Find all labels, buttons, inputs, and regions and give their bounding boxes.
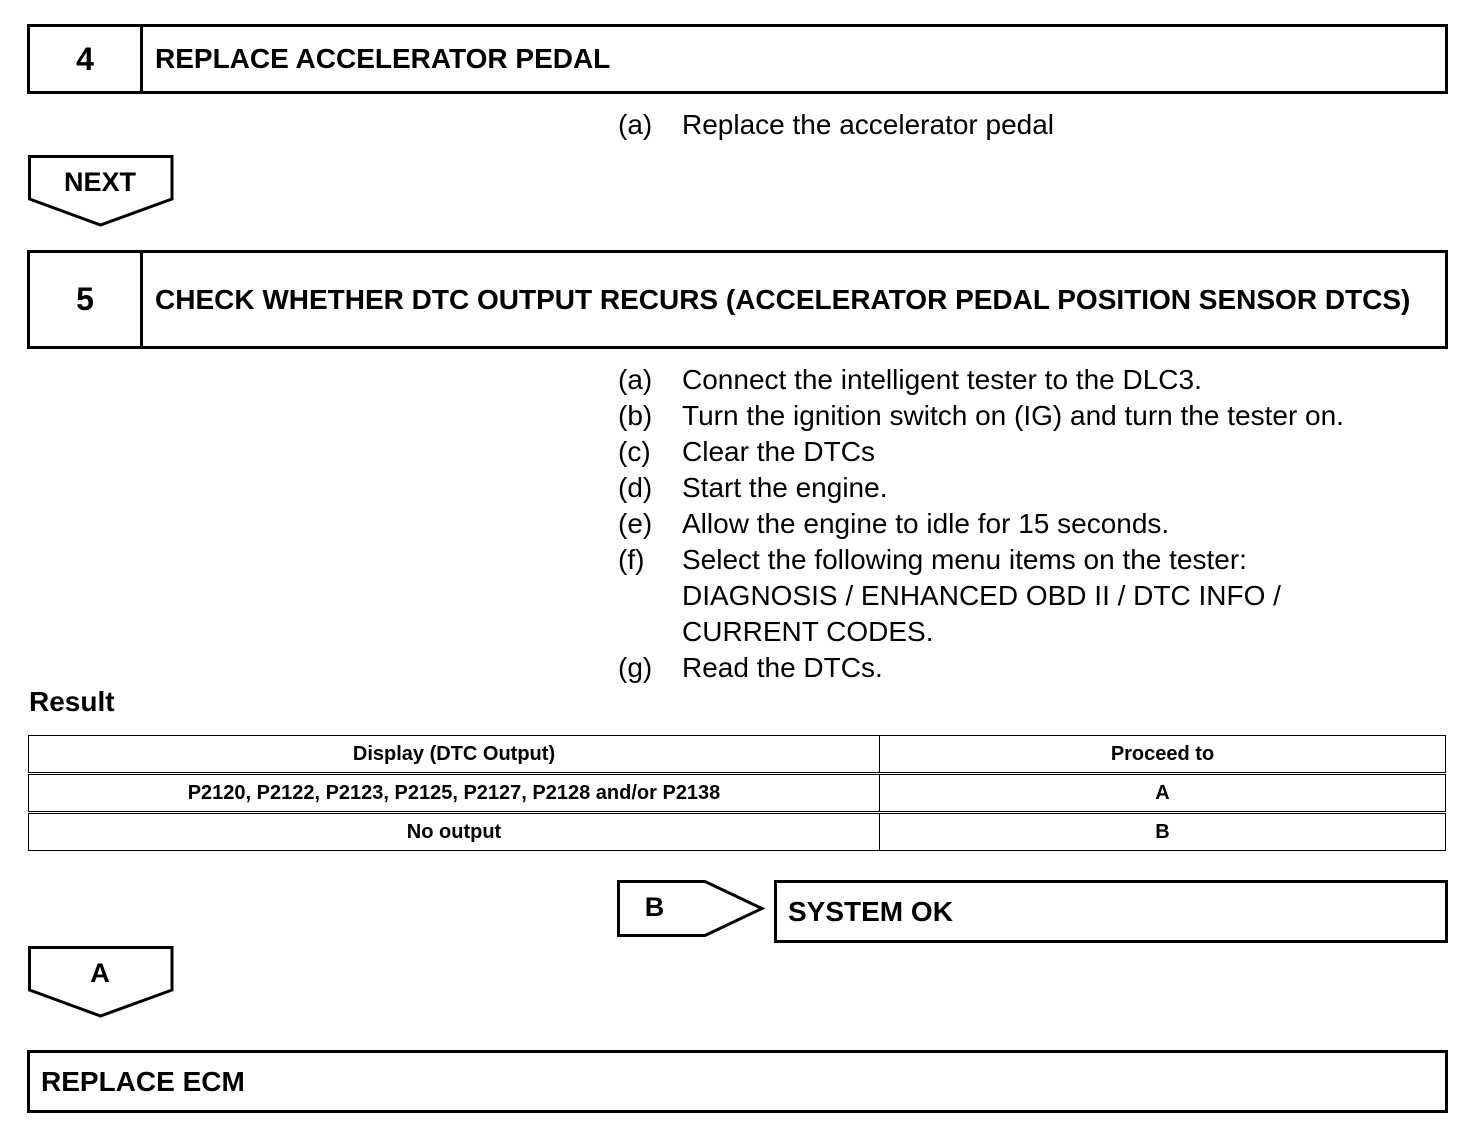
- table-header-display: Display (DTC Output): [29, 736, 880, 774]
- table-cell-proceed: A: [880, 774, 1446, 813]
- procedure-item: [618, 650, 1408, 686]
- procedure-item: [618, 506, 1408, 542]
- step-5-number: 5: [30, 253, 143, 346]
- procedure-letter: (f): [618, 544, 645, 575]
- table-cell-display: P2120, P2122, P2123, P2125, P2127, P2128 and/or P2138: [29, 774, 880, 813]
- table-cell-proceed: B: [880, 813, 1446, 851]
- procedure-letter: (e): [618, 508, 653, 539]
- step-4-title: REPLACE ACCELERATOR PEDAL: [155, 43, 611, 74]
- procedure-text: Start the engine.: [682, 472, 888, 503]
- procedure-text: Connect the intelligent tester to the DLC3.: [682, 364, 1202, 395]
- procedure-item: [618, 542, 1408, 650]
- procedure-text: Turn the ignition switch on (IG) and turn the tester on.: [682, 400, 1344, 431]
- procedure-text: Replace the accelerator pedal: [682, 109, 1055, 140]
- table-header-row: [29, 736, 1446, 774]
- next-tag-label: NEXT: [63, 167, 136, 197]
- procedure-text: Select the following menu items on the tester: DIAGNOSIS / ENHANCED OBD II / DTC INFO / CURRENT CODES.: [682, 544, 1281, 647]
- step-5-header: [27, 250, 1448, 349]
- result-label: Result: [29, 686, 115, 717]
- branch-b-label: B: [644, 892, 665, 922]
- procedure-item: [618, 398, 1408, 434]
- step-4-header: [27, 24, 1448, 94]
- branch-a-tag: [28, 946, 174, 1020]
- table-row: [29, 774, 1446, 813]
- procedure-text: Clear the DTCs: [682, 436, 875, 467]
- procedure-letter: (a): [618, 364, 653, 395]
- procedure-letter: (d): [618, 472, 653, 503]
- table-cell-display: No output: [29, 813, 880, 851]
- procedure-text: Allow the engine to idle for 15 seconds.: [682, 508, 1170, 539]
- branch-a-label: A: [90, 958, 110, 988]
- table-header-proceed: Proceed to: [880, 736, 1446, 774]
- step-4-procedure: [618, 107, 1054, 143]
- result-table: [28, 735, 1446, 851]
- replace-ecm-box: REPLACE ECM: [27, 1050, 1448, 1113]
- procedure-item: [618, 362, 1408, 398]
- procedure-item: [618, 434, 1408, 470]
- procedure-item: [618, 107, 1054, 143]
- system-ok-box: SYSTEM OK: [774, 880, 1448, 943]
- procedure-item: [618, 470, 1408, 506]
- procedure-letter: (b): [618, 400, 653, 431]
- table-row: [29, 813, 1446, 851]
- procedure-letter: (g): [618, 652, 653, 683]
- procedure-letter: (a): [618, 109, 653, 140]
- step-5-title: CHECK WHETHER DTC OUTPUT RECURS (ACCELERATOR PEDAL POSITION SENSOR DTCS): [155, 283, 1411, 315]
- step-5-procedure: [618, 362, 1408, 686]
- procedure-letter: (c): [618, 436, 651, 467]
- next-tag: [28, 155, 174, 229]
- step-4-number: 4: [30, 27, 143, 91]
- procedure-text: Read the DTCs.: [682, 652, 883, 683]
- branch-b-tag: [617, 880, 767, 938]
